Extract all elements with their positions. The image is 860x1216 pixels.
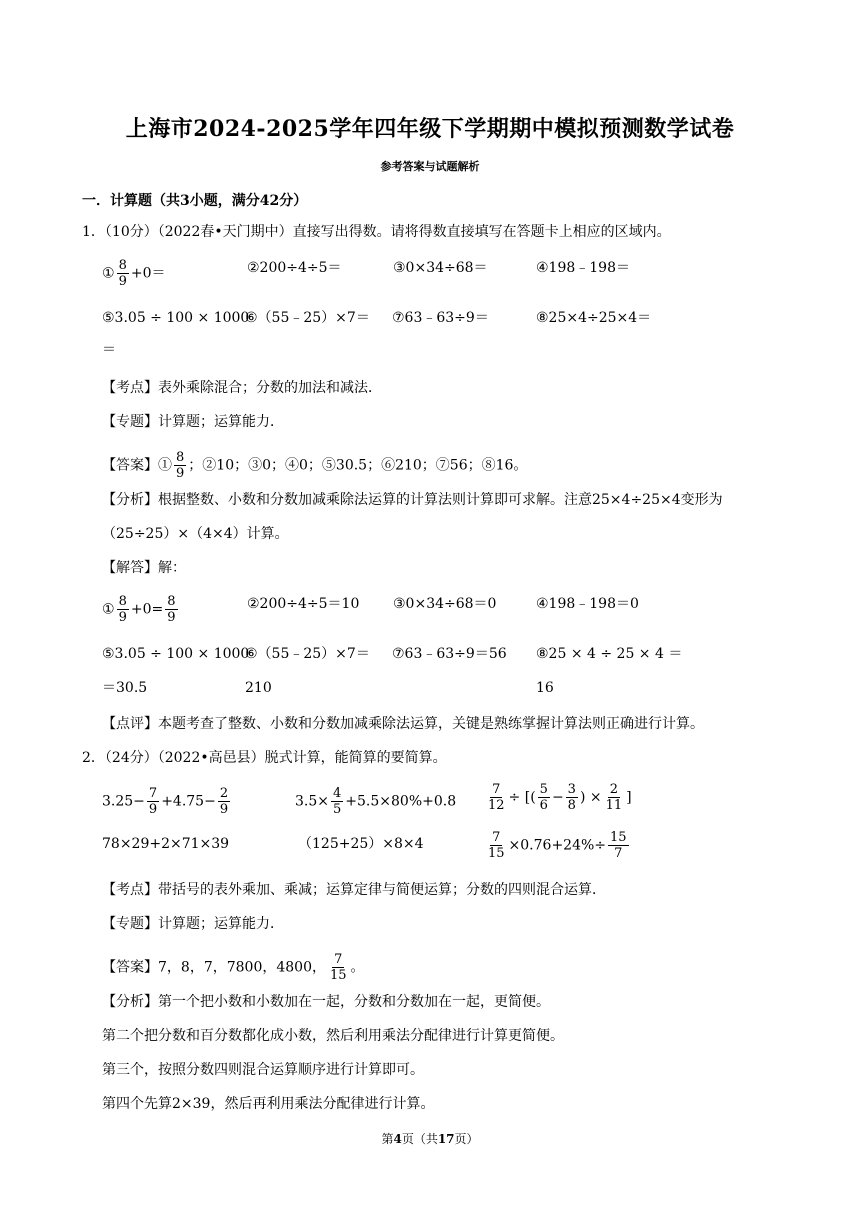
q2-analysis-line1: 【分析】第一个把小数和小数加在一起，分数和分数加在一起，更简便。 — [102, 994, 550, 1010]
q2-expr-3: $\frac{7}{12}$ ÷ [( $\frac{5}{6}$ − $\frac{3}{8}$ ) × $\frac{2}{11}$ ] — [488, 782, 632, 813]
q1-kaodian: 【考点】表外乘除混合；分数的加法和减法． — [102, 380, 382, 396]
fraction: $\frac{7}{12}$ — [488, 782, 505, 813]
q1-comment: 【点评】本题考查了整数、小数和分数加减乘除法运算，关键是熟练掌握计算法则正确进行计算。 — [102, 716, 704, 732]
q1-item-1: ① $\frac{8}{9}$ +0＝ — [102, 258, 166, 289]
q2-expr-5: （125+25）×8×4 — [298, 836, 424, 852]
q1-sol-item-7: ⑦63﹣63÷9＝56 — [392, 646, 507, 662]
q1-sol-result-6: 210 — [245, 680, 272, 696]
page-footer: 第4页（共17页） — [381, 1132, 479, 1146]
fraction: $\frac{5}{6}$ — [539, 782, 548, 813]
fraction: $\frac{8}{9}$ — [176, 450, 185, 481]
q1-sol-result-8: 16 — [536, 680, 554, 696]
q1-stem: 1．（10分）（2022春•天门期中）直接写出得数。请将得数直接填写在答题卡上相应的区域内。 — [82, 224, 671, 240]
q2-analysis-line4: 第四个先算2×39，然后再利用乘法分配律进行计算。 — [102, 1096, 435, 1112]
q2-analysis-line3: 第三个，按照分数四则混合运算顺序进行计算即可。 — [102, 1062, 424, 1078]
q1-zhuanti: 【专题】计算题；运算能力． — [102, 414, 284, 430]
fraction: $\frac{7}{9}$ — [148, 786, 158, 817]
q1-item-6: ⑥（55﹣25）×7＝ — [245, 310, 370, 326]
q2-expr-6: $\frac{7}{15}$ ×0.76+24%÷ $\frac{15}{7}$ — [488, 830, 627, 861]
page-number: 4 — [393, 1132, 402, 1146]
q1-item-5-cont: ＝ — [102, 342, 116, 358]
fraction: $\frac{8}{9}$ — [118, 594, 127, 625]
fraction: $\frac{8}{9}$ — [118, 258, 127, 289]
q1-sol-result-5: ＝30.5 — [102, 680, 148, 696]
q1-analysis-line2: （25÷25）×（4×4）计算。 — [102, 526, 289, 542]
section-heading: 一．计算题（共3小题，满分42分） — [82, 193, 308, 209]
q1-sol-item-6: ⑥（55﹣25）×7＝ — [245, 646, 370, 662]
q2-analysis-line2: 第二个把分数和百分数都化成小数，然后利用乘法分配律进行计算更简便。 — [102, 1028, 564, 1044]
fraction: $\frac{3}{8}$ — [567, 782, 576, 813]
q1-item-7: ⑦63﹣63÷9＝ — [392, 310, 489, 326]
q1-sol-item-3: ③0×34÷68＝0 — [393, 596, 497, 612]
q2-zhuanti: 【专题】计算题；运算能力． — [102, 916, 284, 932]
fraction: $\frac{7}{15}$ — [488, 830, 505, 861]
q1-item-3: ③0×34÷68＝ — [393, 260, 488, 276]
page-title: 上海市2024-2025学年四年级下学期期中模拟预测数学试卷 — [125, 116, 735, 142]
q1-item-2: ②200÷4÷5＝ — [247, 260, 342, 276]
fraction: $\frac{8}{9}$ — [167, 594, 176, 625]
q1-analysis-line1: 【分析】根据整数、小数和分数加减乘除法运算的计算法则计算即可求解。注意25×4÷25×4变形为 — [102, 492, 723, 508]
q1-answer: 【答案】① $\frac{8}{9}$ ；②10；③0；④0；⑤30.5；⑥210；⑦56；⑧16。 — [102, 450, 528, 481]
q2-stem: 2．（24分）（2022•高邑县）脱式计算，能简算的要简算。 — [82, 750, 447, 766]
q1-item-5: ⑤3.05 ÷ 100 × 1000 — [102, 310, 250, 326]
fraction: $\frac{4}{5}$ — [333, 786, 342, 817]
q1-solution-label: 【解答】解： — [102, 560, 186, 576]
q2-expr-4: 78×29+2×71×39 — [102, 836, 230, 852]
q1-sol-item-5: ⑤3.05 ÷ 100 × 1000 — [102, 646, 250, 662]
q2-expr-2: 3.5× $\frac{4}{5}$ +5.5×80%+0.8 — [295, 786, 457, 817]
q1-sol-item-2: ②200÷4÷5＝10 — [247, 596, 360, 612]
page-total: 17 — [437, 1132, 455, 1146]
q2-expr-1: 3.25− $\frac{7}{9}$ +4.75− $\frac{2}{9}$ — [102, 786, 229, 817]
q1-sol-item-4: ④198﹣198＝0 — [536, 596, 639, 612]
q1-sol-item-8: ⑧25 × 4 ÷ 25 × 4 ＝ — [536, 646, 683, 662]
q1-sol-item-1: ① $\frac{8}{9}$ +0= $\frac{8}{9}$ — [102, 594, 176, 625]
q1-item-8: ⑧25×4÷25×4＝ — [536, 310, 652, 326]
fraction: $\frac{2}{9}$ — [219, 786, 229, 817]
page-subtitle: 参考答案与试题解析 — [380, 160, 480, 173]
fraction: $\frac{7}{15}$ — [329, 952, 347, 983]
q2-answer: 【答案】7，8，7，7800，4800， $\frac{7}{15}$ 。 — [102, 952, 365, 983]
fraction: $\frac{2}{11}$ — [605, 782, 623, 813]
q1-item-4: ④198﹣198＝ — [536, 260, 630, 276]
q2-kaodian: 【考点】带括号的表外乘加、乘减；运算定律与简便运算；分数的四则混合运算． — [102, 882, 606, 898]
fraction: $\frac{15}{7}$ — [610, 830, 627, 861]
